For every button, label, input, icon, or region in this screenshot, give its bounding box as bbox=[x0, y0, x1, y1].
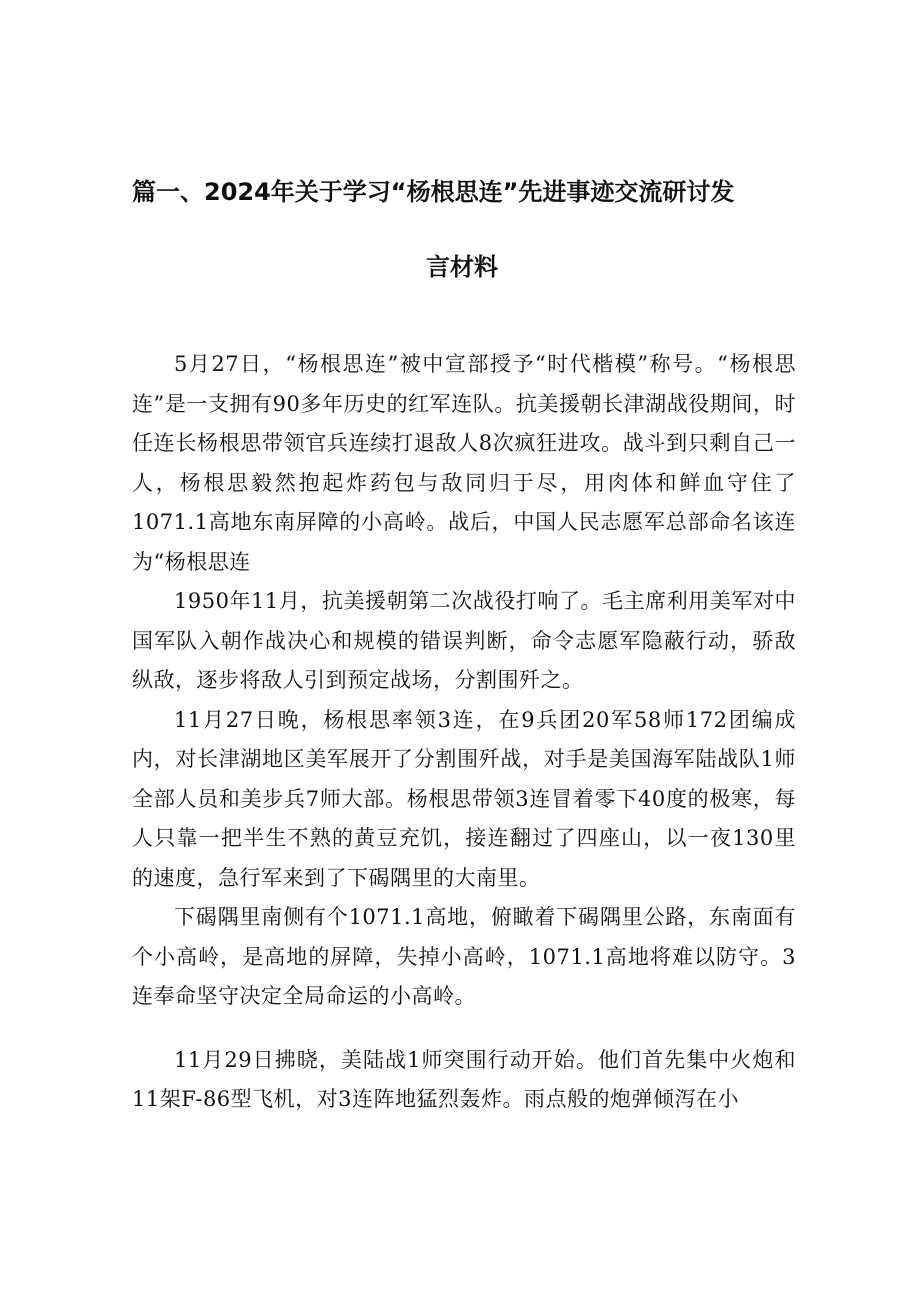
paragraph-4: 下碣隅里南侧有个1071.1高地，俯瞰着下碣隅里公路，东南面有个小高岭，是高地的屏障，失掉小高岭，1071.1高地将难以防守。3连奉命坚守决定全局命运的小高岭。 bbox=[132, 905, 796, 1008]
document-body bbox=[132, 345, 796, 1120]
document-title-line-1: 篇一、2024年关于学习“杨根思连”先进事迹交流研讨发 bbox=[132, 178, 735, 206]
paragraph-1: 5月27日，“杨根思连”被中宣部授予“时代楷模”称号。“杨根思连”是一支拥有90多年历史的红军连队。抗美援朝长津湖战役期间，时任连长杨根思带领官兵连续打退敌人8次疯狂进攻。战斗到只剩自己一人，杨根思毅然抱起炸药包与敌同归于尽，用肉体和鲜血守住了1071.1高地东南屏障的小高岭。战后，中国人民志愿军总部命名该连为“杨根思连 bbox=[132, 352, 796, 574]
paragraph-3: 11月27日晚，杨根思率领3连，在9兵团20军58师172团编成内，对长津湖地区美军展开了分割围歼战，对手是美国海军陆战队1师全部人员和美步兵7师大部。杨根思带领3连冒着零下40度的极寒，每人只靠一把半生不熟的黄豆充饥，接连翻过了四座山，以一夜130里的速度，急行军来到了下碣隅里的大南里。 bbox=[132, 707, 796, 890]
document-title-line-2: 言材料 bbox=[426, 253, 498, 281]
paragraph-2: 1950年11月，抗美援朝第二次战役打响了。毛主席利用美军对中国军队入朝作战决心和规模的错误判断，命令志愿军隐蔽行动，骄敌纵敌，逐步将敌人引到预定战场，分割围歼之。 bbox=[132, 589, 796, 692]
paragraph-5: 11月29日拂晓，美陆战1师突围行动开始。他们首先集中火炮和11架F-86型飞机，对3连阵地猛烈轰炸。雨点般的炮弹倾泻在小 bbox=[132, 1047, 796, 1111]
